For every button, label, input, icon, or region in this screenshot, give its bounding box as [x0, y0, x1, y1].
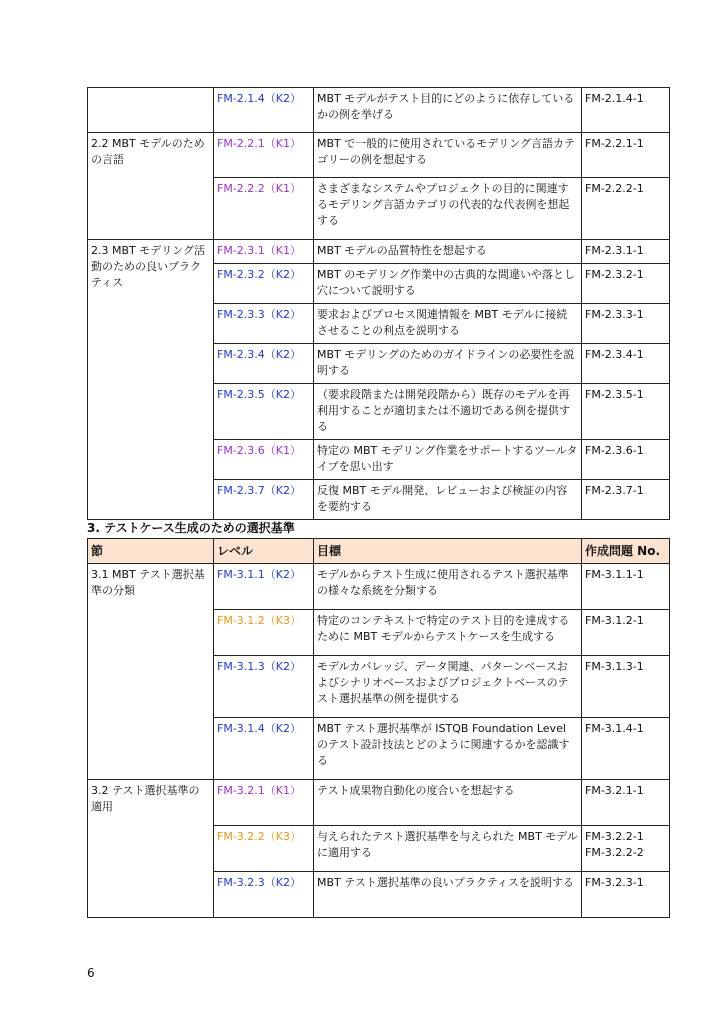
column-header-goal: 目標: [314, 539, 582, 564]
goal-cell: 反復 MBT モデル開発、レビューおよび検証の内容を要約する: [314, 480, 582, 520]
level-cell: FM-3.2.1（K1）: [214, 780, 314, 826]
section-heading: 3. テストケース生成のための選択基準: [87, 521, 295, 535]
question-no-cell: FM-3.1.2-1: [582, 610, 670, 656]
level-cell: FM-2.3.6（K1）: [214, 440, 314, 480]
question-no-cell: FM-3.2.2-1 FM-3.2.2-2: [582, 826, 670, 872]
question-no-cell: FM-2.3.6-1: [582, 440, 670, 480]
level-cell: FM-3.1.2（K3）: [214, 610, 314, 656]
goal-cell: MBT モデリングのためのガイドラインの必要性を説明する: [314, 344, 582, 384]
goal-cell: 要求およびプロセス関連情報を MBT モデルに接続させることの利点を説明する: [314, 304, 582, 344]
table-row: [88, 88, 670, 133]
goal-cell: MBT テスト選択基準の良いプラクティスを説明する: [314, 872, 582, 918]
goal-cell: MBT モデルの品質特性を想起する: [314, 240, 582, 264]
table-row: [88, 240, 670, 264]
section-cell: 2.2 MBT モデルのための言語: [88, 133, 214, 240]
question-no-cell: FM-3.2.1-1: [582, 780, 670, 826]
table-header-row: [88, 539, 670, 564]
goal-cell: MBT モデルがテスト目的にどのように依存しているかの例を挙げる: [314, 88, 582, 133]
question-no-cell: FM-2.3.2-1: [582, 264, 670, 304]
level-cell: FM-3.1.4（K2）: [214, 718, 314, 780]
section-cell: [88, 88, 214, 133]
question-no-cell: FM-2.2.2-1: [582, 178, 670, 240]
question-no-cell: FM-2.2.1-1: [582, 133, 670, 178]
question-no-cell: FM-2.3.5-1: [582, 384, 670, 440]
level-cell: FM-2.1.4（K2）: [214, 88, 314, 133]
level-cell: FM-2.3.5（K2）: [214, 384, 314, 440]
question-no-cell: FM-3.2.3-1: [582, 872, 670, 918]
level-cell: FM-2.3.1（K1）: [214, 240, 314, 264]
question-no-cell: FM-2.1.4-1: [582, 88, 670, 133]
goal-cell: モデルからテスト生成に使用されるテスト選択基準の様々な系統を分類する: [314, 564, 582, 610]
level-cell: FM-2.3.7（K2）: [214, 480, 314, 520]
section-cell: 3.2 テスト選択基準の適用: [88, 780, 214, 918]
goal-cell: 特定のコンテキストで特定のテスト目的を達成するために MBT モデルからテストケースを生成する: [314, 610, 582, 656]
column-header-question-no: 作成問題 No.: [582, 539, 670, 564]
objectives-table-ch3: [87, 538, 670, 918]
question-no-cell: FM-3.1.4-1: [582, 718, 670, 780]
question-no-cell: FM-3.1.3-1: [582, 656, 670, 718]
question-no-cell: FM-2.3.3-1: [582, 304, 670, 344]
goal-cell: MBT で一般的に使用されているモデリング言語カテゴリーの例を想起する: [314, 133, 582, 178]
level-cell: FM-3.2.3（K2）: [214, 872, 314, 918]
question-no-cell: FM-2.3.7-1: [582, 480, 670, 520]
goal-cell: さまざまなシステムやプロジェクトの目的に関連するモデリング言語カテゴリの代表的な代表例を想起する: [314, 178, 582, 240]
goal-cell: MBT テスト選択基準が ISTQB Foundation Level のテスト設計技法とどのように関連するかを認識する: [314, 718, 582, 780]
objectives-table-ch2: [87, 87, 670, 520]
question-no-cell: FM-3.1.1-1: [582, 564, 670, 610]
goal-cell: （要求段階または開発段階から）既存のモデルを再利用することが適切または不適切である例を提供する: [314, 384, 582, 440]
goal-cell: 与えられたテスト選択基準を与えられた MBT モデルに適用する: [314, 826, 582, 872]
level-cell: FM-3.1.3（K2）: [214, 656, 314, 718]
page-number: 6: [87, 966, 95, 980]
level-cell: FM-2.2.1（K1）: [214, 133, 314, 178]
question-no-cell: FM-2.3.1-1: [582, 240, 670, 264]
level-cell: FM-3.2.2（K3）: [214, 826, 314, 872]
question-no-cell: FM-2.3.4-1: [582, 344, 670, 384]
section-cell: 2.3 MBT モデリング活動のための良いプラクティス: [88, 240, 214, 520]
column-header-level: レベル: [214, 539, 314, 564]
table-row: [88, 564, 670, 610]
level-cell: FM-2.2.2（K1）: [214, 178, 314, 240]
goal-cell: モデルカバレッジ、データ関連、パターンベースおよびシナリオベースおよびプロジェクトベースのテスト選択基準の例を提供する: [314, 656, 582, 718]
goal-cell: MBT のモデリング作業中の古典的な間違いや落とし穴について説明する: [314, 264, 582, 304]
column-header-section: 節: [88, 539, 214, 564]
level-cell: FM-3.1.1（K2）: [214, 564, 314, 610]
level-cell: FM-2.3.4（K2）: [214, 344, 314, 384]
table-row: [88, 780, 670, 826]
goal-cell: テスト成果物自動化の度合いを想起する: [314, 780, 582, 826]
level-cell: FM-2.3.3（K2）: [214, 304, 314, 344]
goal-cell: 特定の MBT モデリング作業をサポートするツールタイプを思い出す: [314, 440, 582, 480]
table-row: [88, 133, 670, 178]
level-cell: FM-2.3.2（K2）: [214, 264, 314, 304]
section-cell: 3.1 MBT テスト選択基準の分類: [88, 564, 214, 780]
